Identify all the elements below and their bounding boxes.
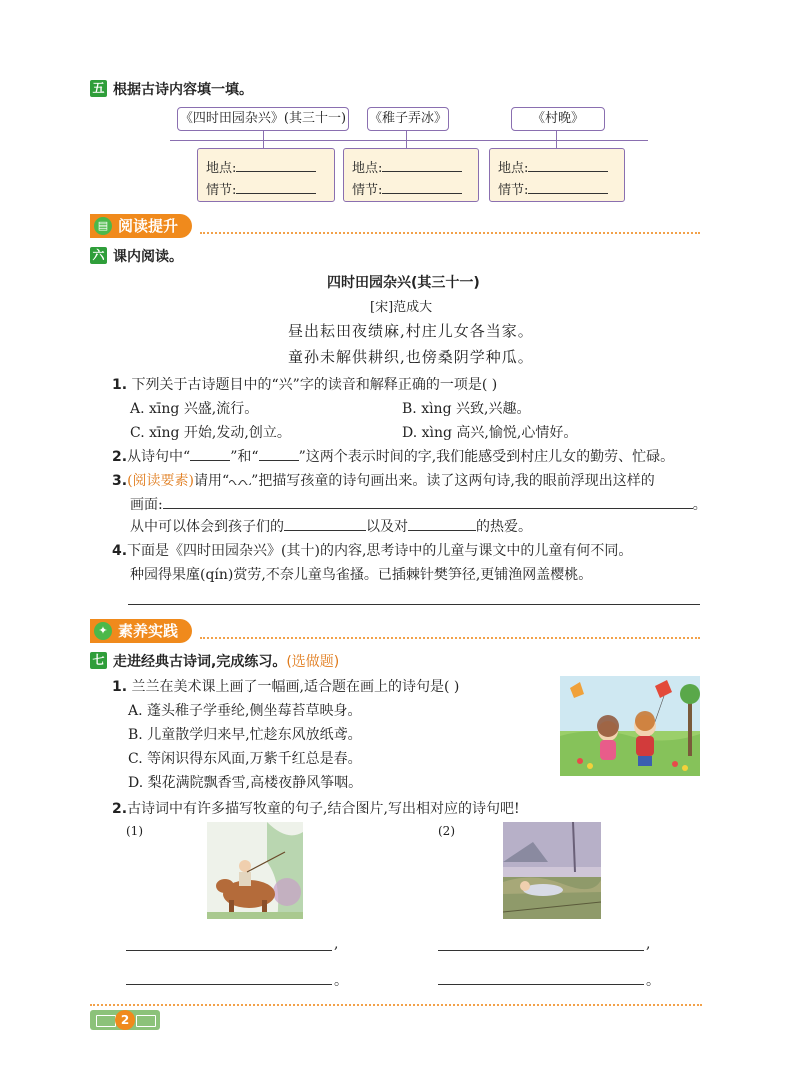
section-badge-5: 五 [90, 80, 107, 97]
section-title-5: 根据古诗内容填一填。 [113, 82, 253, 98]
question-6-4: 4.下面是《四时田园杂兴》(其十)的内容,思考诗中的儿童与课文中的儿童有何不同。 [112, 543, 633, 559]
period: 。 [646, 973, 660, 989]
option-a[interactable]: A. xīng 兴盛,流行。 [130, 401, 259, 417]
poem-title: 四时田园杂兴(其三十一) [327, 275, 480, 291]
question-6-3-line3: 从中可以体会到孩子们的 以及对 的热爱。 [130, 519, 532, 535]
plot-blank[interactable] [528, 181, 608, 194]
place-blank[interactable] [382, 159, 462, 172]
lightbulb-icon: ✦ [94, 622, 112, 640]
dotted-divider [200, 637, 700, 639]
question-7-2: 2.古诗词中有许多描写牧童的句子,结合图片,写出相对应的诗句吧! [112, 801, 520, 817]
place-label: 地点: [206, 161, 237, 176]
poem-line-2: 童孙未解供耕织,也傍桑阴学种瓜。 [288, 348, 534, 366]
page-number-plate [90, 1010, 160, 1030]
blank[interactable] [259, 448, 299, 461]
period: 。 [334, 973, 348, 989]
poem-pill-2: 《稚子弄冰》 [367, 107, 449, 131]
plot-blank[interactable] [382, 181, 462, 194]
blank[interactable] [190, 448, 230, 461]
blank[interactable] [284, 518, 366, 531]
section-badge-6: 六 [90, 247, 107, 264]
timeline-line [170, 140, 648, 141]
section-title-7: 走进经典古诗词,完成练习。(选做题) [113, 654, 340, 670]
comma: , [646, 936, 651, 952]
place-blank[interactable] [528, 159, 608, 172]
answer-line[interactable] [438, 950, 644, 951]
answer-line[interactable] [438, 984, 644, 985]
answer-line[interactable] [128, 604, 700, 605]
picture-label-2: (2) [438, 824, 455, 838]
page-number: 2 [115, 1010, 135, 1030]
ornament-icon [136, 1015, 156, 1027]
picture-label-1: (1) [126, 824, 143, 838]
option-d[interactable]: D. xìng 高兴,愉悦,心情好。 [402, 425, 578, 441]
option-d[interactable]: D. 梨花满院飘香雪,高楼夜静风筝咽。 [128, 775, 363, 791]
resting-herder-illustration [503, 822, 601, 919]
poem-pill-3: 《村晚》 [511, 107, 605, 131]
poem-pill-1: 《四时田园杂兴》(其三十一) [177, 107, 349, 131]
fill-box-2 [343, 148, 479, 202]
option-c[interactable]: C. 等闲识得东风面,万紫千红总是春。 [128, 751, 362, 767]
fill-box-3 [489, 148, 625, 202]
book-icon: ▤ [94, 217, 112, 235]
connector [556, 128, 557, 148]
question-6-1: 1. 下列关于古诗题目中的“兴”字的读音和解释正确的一项是( ) [112, 377, 498, 393]
answer-line[interactable] [126, 984, 332, 985]
question-6-4-poem: 种园得果廑(qín)赏劳,不奈儿童鸟雀搔。已插棘针樊笋径,更铺渔网盖樱桃。 [130, 567, 593, 583]
section-title-6: 课内阅读。 [113, 249, 183, 265]
option-b[interactable]: B. 儿童散学归来早,忙趁东风放纸鸢。 [128, 727, 362, 743]
banner-practice: ✦ 素养实践 [90, 619, 192, 643]
place-label: 地点: [352, 161, 383, 176]
footer-divider [90, 1004, 702, 1006]
ox-herder-illustration [207, 822, 303, 919]
banner-reading: ▤ 阅读提升 [90, 214, 192, 238]
poem-author: [宋]范成大 [370, 300, 433, 315]
connector [406, 128, 407, 148]
answer-line[interactable] [126, 950, 332, 951]
question-6-2: 2.从诗句中“ ”和“ ”这两个表示时间的字,我们能感受到村庄儿女的勤劳、忙碌。 [112, 449, 675, 465]
plot-label: 情节: [206, 183, 237, 198]
kite-flying-illustration [560, 676, 700, 776]
wavy-line-icon [229, 477, 251, 485]
comma: , [334, 936, 339, 952]
section-badge-7: 七 [90, 652, 107, 669]
option-b[interactable]: B. xìng 兴致,兴趣。 [402, 401, 531, 417]
blank[interactable] [163, 496, 693, 509]
plot-label: 情节: [498, 183, 529, 198]
dotted-divider [200, 232, 700, 234]
option-a[interactable]: A. 蓬头稚子学垂纶,侧坐莓苔草映身。 [128, 703, 362, 719]
option-c[interactable]: C. xīng 开始,发动,创立。 [130, 425, 291, 441]
ornament-icon [96, 1015, 116, 1027]
blank[interactable] [408, 518, 476, 531]
question-6-3-line2: 画面: 。 [130, 497, 707, 513]
plot-label: 情节: [352, 183, 383, 198]
fill-box-1 [197, 148, 335, 202]
connector [263, 128, 264, 148]
place-blank[interactable] [236, 159, 316, 172]
place-label: 地点: [498, 161, 529, 176]
plot-blank[interactable] [236, 181, 316, 194]
question-7-1: 1. 兰兰在美术课上画了一幅画,适合题在画上的诗句是( ) [112, 679, 460, 695]
poem-line-1: 昼出耘田夜绩麻,村庄儿女各当家。 [288, 322, 534, 340]
question-6-3: 3.(阅读要素)请用“ ”把描写孩童的诗句画出来。读了这两句诗,我的眼前浮现出这样的 [112, 473, 655, 489]
